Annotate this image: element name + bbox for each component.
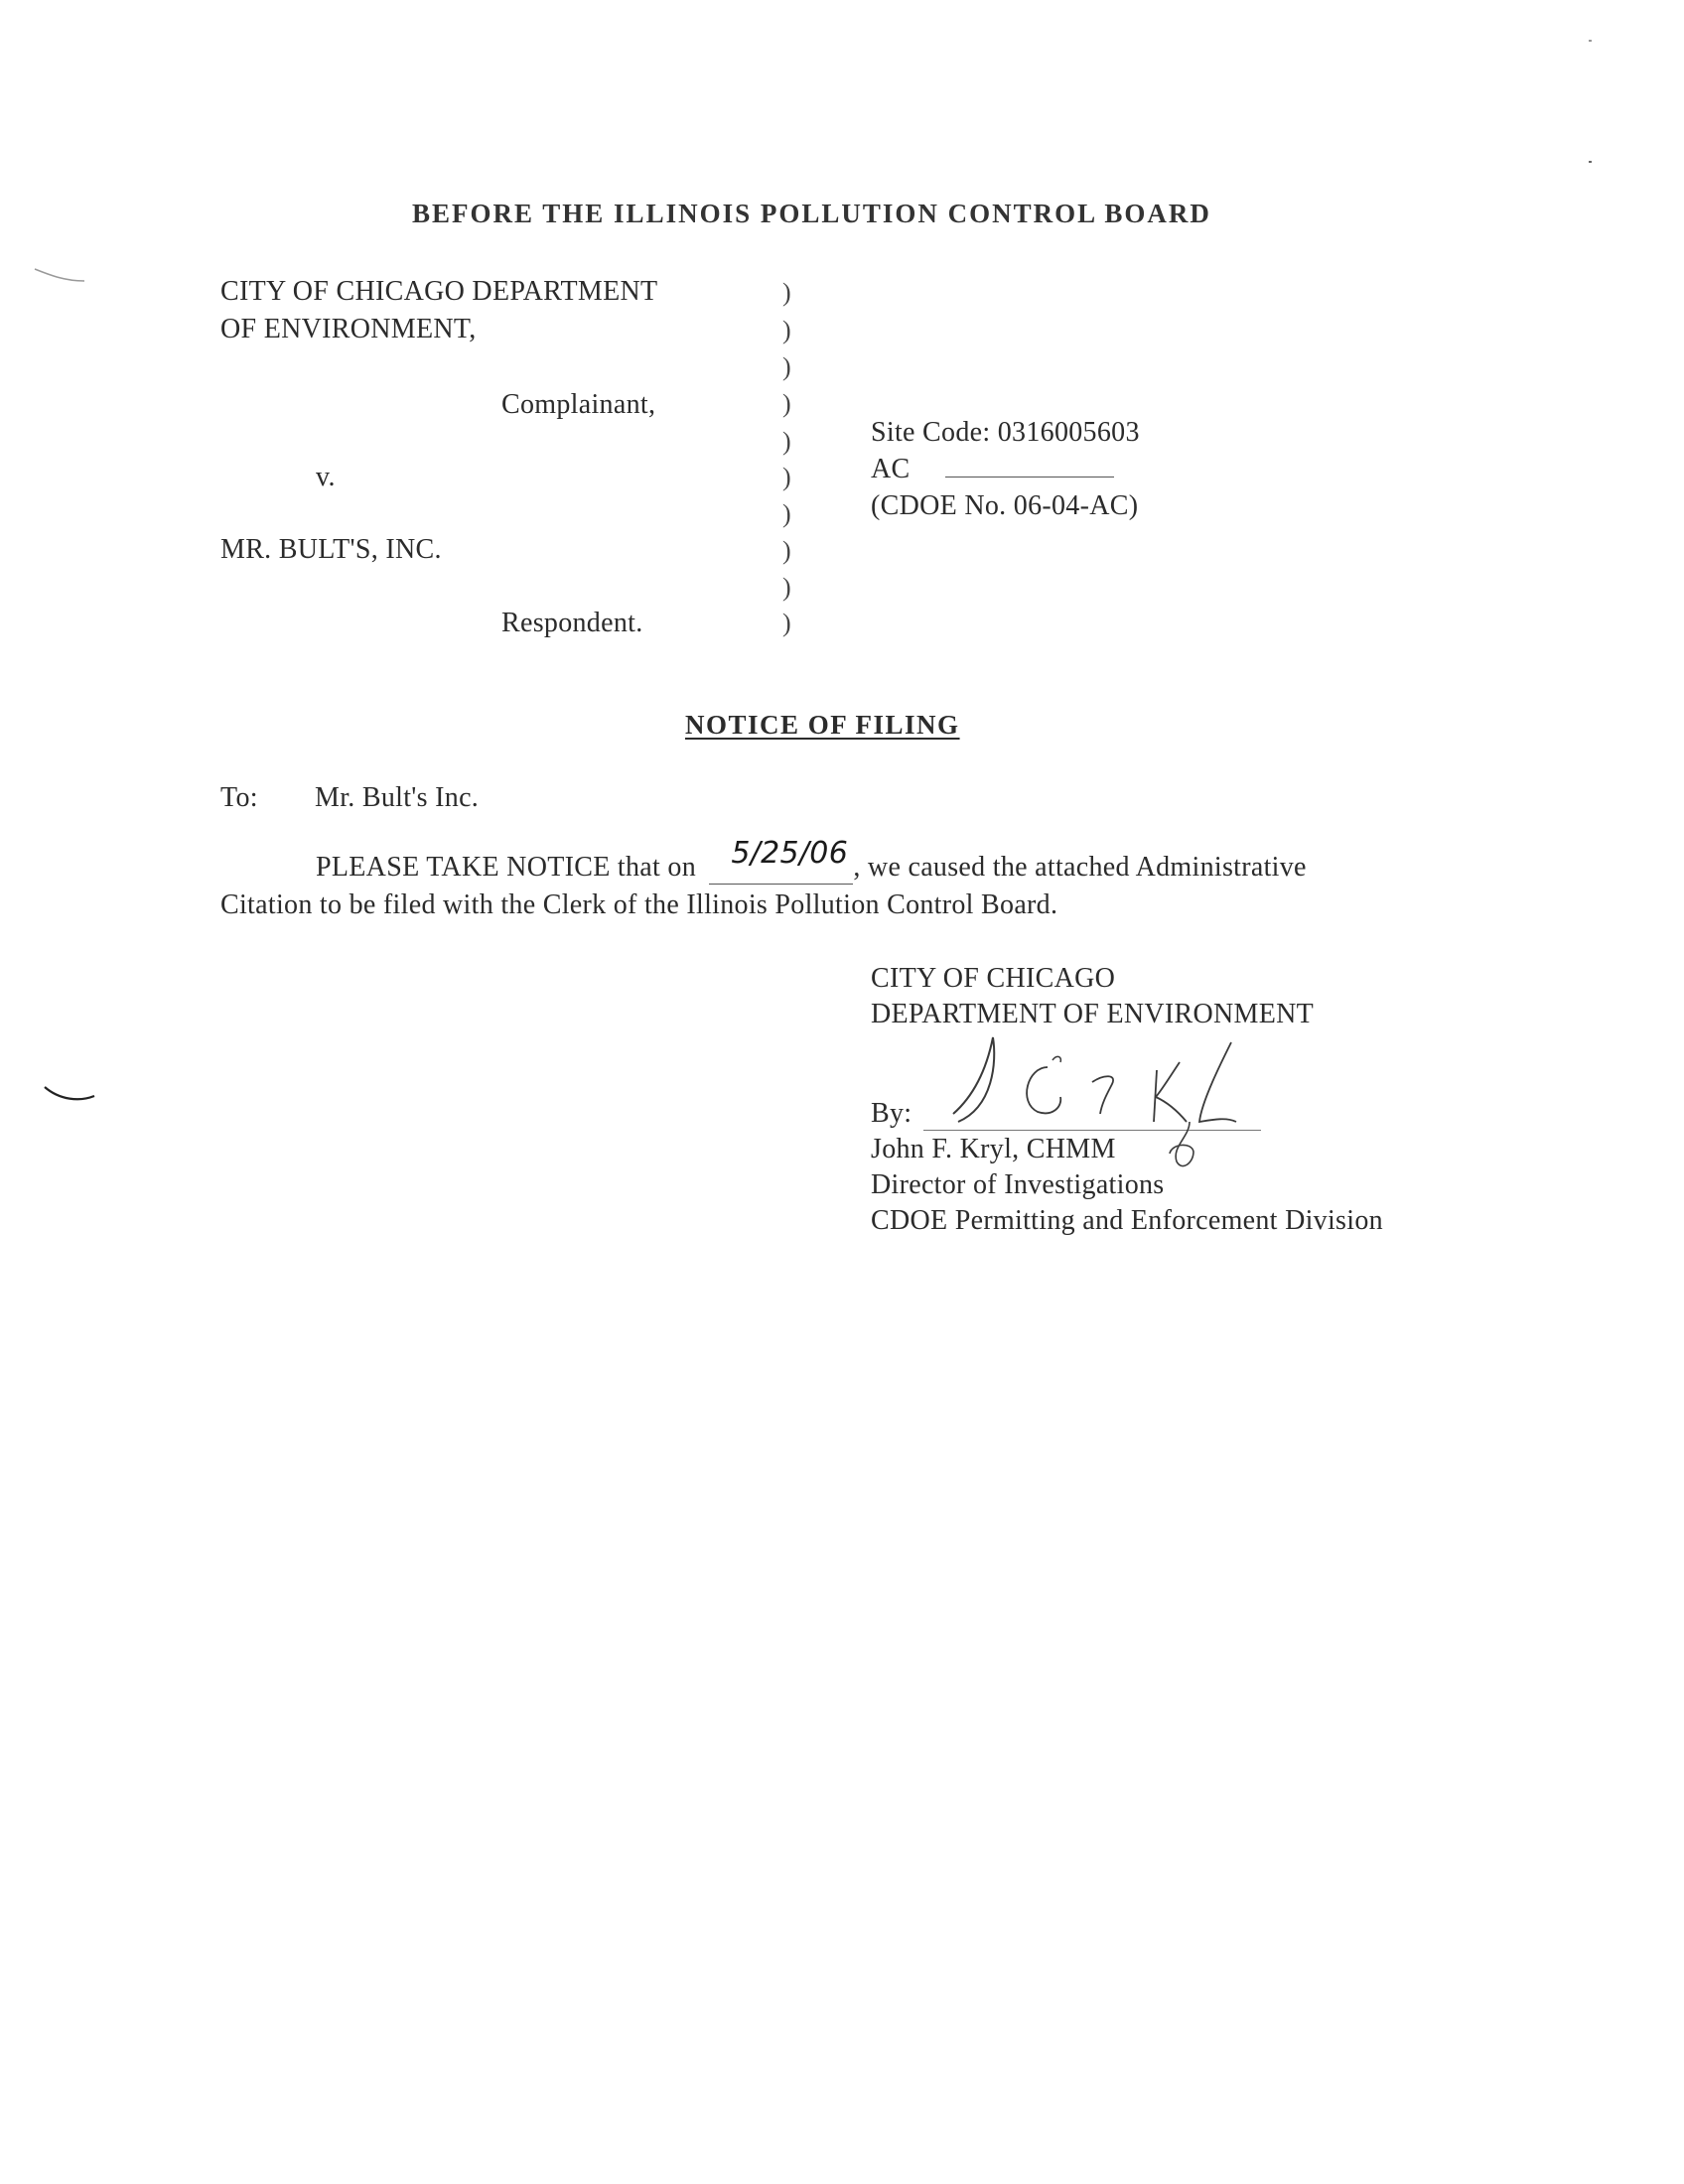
ac-number-blank bbox=[945, 477, 1114, 478]
filing-date-blank bbox=[709, 836, 853, 885]
to-recipient: Mr. Bult's Inc. bbox=[315, 782, 480, 813]
signer-title: Director of Investigations bbox=[871, 1169, 1165, 1200]
caption-paren: ) bbox=[782, 316, 791, 344]
handwritten-filing-date: 5/25/06 bbox=[731, 836, 849, 871]
ac-line bbox=[871, 454, 1114, 485]
court-title: BEFORE THE ILLINOIS POLLUTION CONTROL BOARD bbox=[412, 199, 1211, 228]
notice-body-line1 bbox=[316, 836, 1307, 885]
to-label: To: bbox=[220, 782, 258, 813]
notice-body-line2: Citation to be filed with the Clerk of the Illinois Pollution Control Board. bbox=[220, 889, 1058, 920]
signer-name: John F. Kryl, CHMM bbox=[871, 1134, 1116, 1164]
org-line2: DEPARTMENT OF ENVIRONMENT bbox=[871, 999, 1315, 1029]
complainant-name-line1: CITY OF CHICAGO DEPARTMENT bbox=[220, 276, 658, 307]
caption-paren: ) bbox=[782, 389, 791, 418]
scan-artifact-dot bbox=[1589, 40, 1592, 42]
caption-paren: ) bbox=[782, 463, 791, 491]
versus-label: v. bbox=[316, 462, 336, 492]
notice-body-part1: PLEASE TAKE NOTICE that on bbox=[316, 852, 697, 883]
scan-artifact-mark bbox=[30, 263, 99, 293]
caption-paren: ) bbox=[782, 427, 791, 456]
signer-division: CDOE Permitting and Enforcement Division bbox=[871, 1205, 1383, 1236]
caption-paren: ) bbox=[782, 536, 791, 565]
by-label: By: bbox=[871, 1098, 912, 1129]
notice-body-part2: , we caused the attached Administrative bbox=[853, 852, 1307, 883]
complainant-role: Complainant, bbox=[501, 389, 656, 420]
respondent-role: Respondent. bbox=[501, 608, 643, 638]
caption-paren: ) bbox=[782, 352, 791, 381]
scan-artifact-dot bbox=[1589, 161, 1592, 163]
notice-title: NOTICE OF FILING bbox=[685, 710, 960, 740]
cdoe-number: (CDOE No. 06-04-AC) bbox=[871, 490, 1139, 521]
complainant-name-line2: OF ENVIRONMENT, bbox=[220, 314, 477, 344]
respondent-name: MR. BULT'S, INC. bbox=[220, 534, 442, 565]
caption-paren: ) bbox=[782, 609, 791, 637]
ac-label: AC bbox=[871, 454, 911, 484]
caption-paren: ) bbox=[782, 573, 791, 602]
scan-artifact-mark bbox=[40, 1082, 109, 1112]
site-code: Site Code: 0316005603 bbox=[871, 417, 1140, 448]
caption-paren: ) bbox=[782, 499, 791, 528]
org-line1: CITY OF CHICAGO bbox=[871, 963, 1116, 994]
caption-paren: ) bbox=[782, 278, 791, 307]
